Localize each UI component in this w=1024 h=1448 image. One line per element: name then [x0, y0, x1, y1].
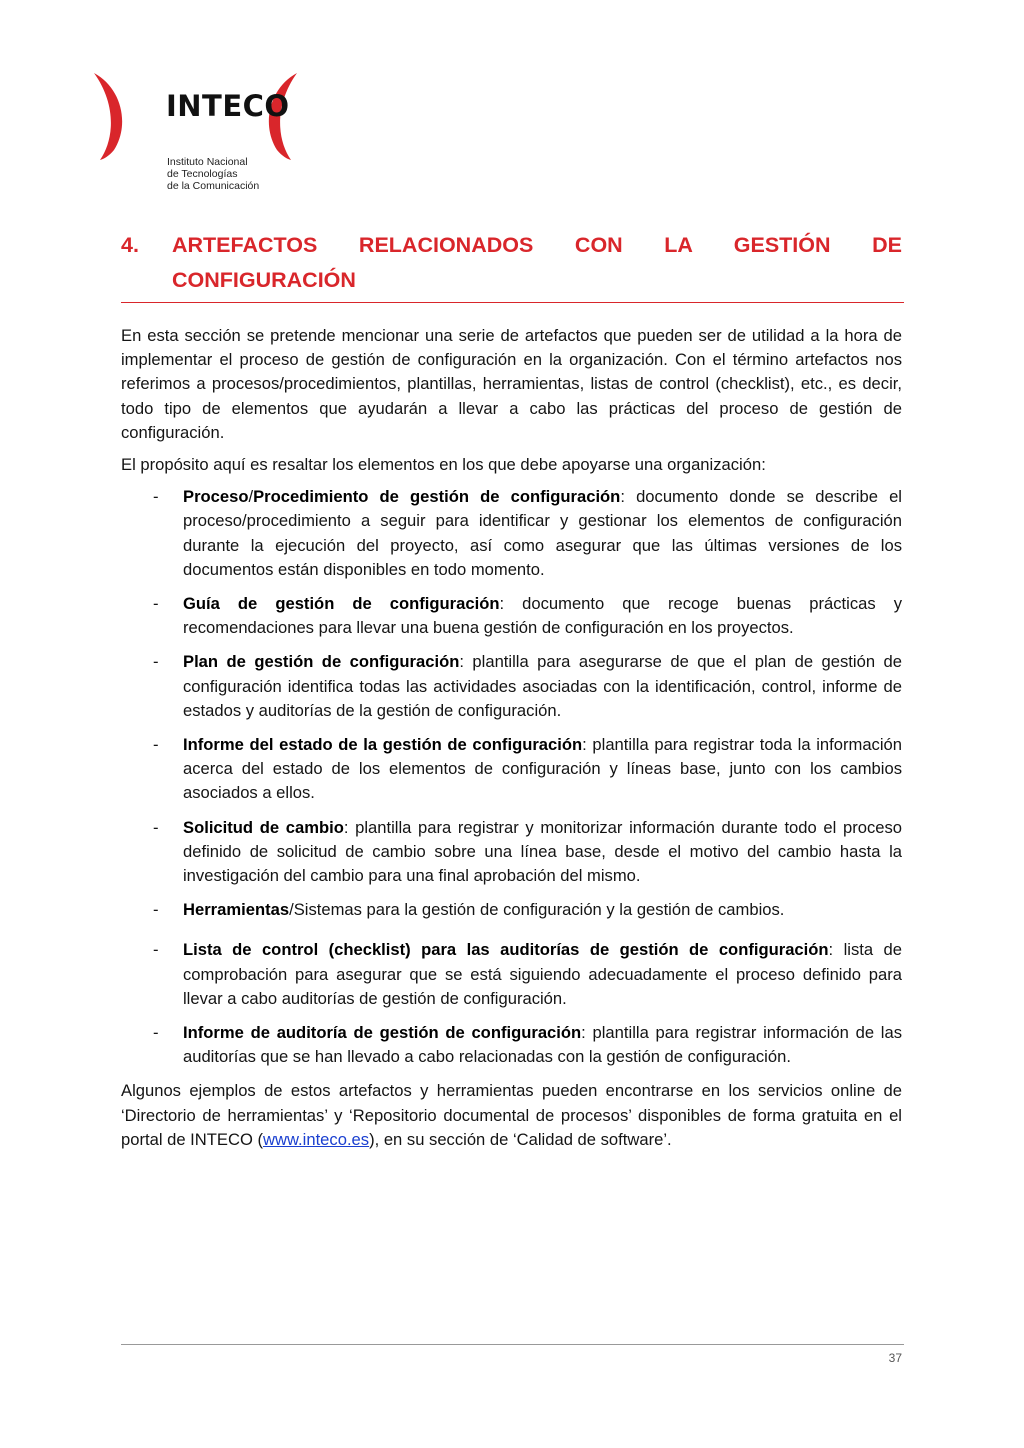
- closing-text: Algunos ejemplos de estos artefactos y herramientas pueden encontrarse en los servicios online de ‘Directorio de herramientas’ y ‘Repositorio documental de procesos’ disponibles de forma gratuita en el portal de INTECO (: [121, 1081, 902, 1149]
- intro-paragraph: En esta sección se pretende mencionar una serie de artefactos que pueden ser de utilidad a la hora de implementar el proceso de gestión de configuración en la organización. Con el término artefactos nos referimos a procesos/procedimientos, plantillas, herramientas, listas de control (checklist), etc., es decir, todo tipo de elementos que ayudarán a llevar a cabo las prácticas del proceso de gestión de configuración.: [121, 326, 902, 442]
- item-separator: /: [248, 487, 254, 507]
- bullet-dash: -: [153, 735, 159, 755]
- item-description: : lista de comprobación para asegurar que se está siguiendo adecuadamente el proceso definido para llevar a cabo auditorías de gestión de configuración.: [183, 940, 902, 1008]
- item-term: Informe del estado de la gestión de configuración: [183, 735, 583, 755]
- item-term: Solicitud de cambio: [183, 817, 344, 837]
- item-term: Procedimiento de gestión de configuración: [253, 487, 621, 507]
- bullet-dash: -: [153, 817, 159, 837]
- closing-text: ), en su sección de ‘Calidad de software’.: [369, 1129, 672, 1149]
- list-item: [121, 938, 902, 1011]
- closing-paragraph: [121, 1079, 902, 1152]
- inteco-logo: [92, 70, 312, 200]
- item-description: : documento donde se describe el proceso/procedimiento a seguir para identificar y gestionar los elementos de configuración durante la ejecución del proyecto, así como asegurar que las últimas versiones de los documentos están disponibles en todo momento.: [183, 487, 902, 579]
- artefact-list: [121, 485, 902, 1069]
- logo-tagline: [167, 156, 259, 192]
- list-item: [121, 733, 902, 806]
- footer-divider: [121, 1344, 904, 1345]
- bullet-dash: -: [153, 487, 159, 507]
- item-term: Lista de control (checklist) para las auditorías de gestión de configuración: [183, 940, 829, 960]
- logo-wordmark: INTECO: [166, 89, 290, 123]
- list-item: [121, 485, 902, 582]
- section-title-line2: CONFIGURACIÓN: [172, 268, 356, 292]
- bullet-dash: -: [153, 652, 159, 672]
- section-heading: [121, 228, 902, 298]
- item-description: : plantilla para asegurarse de que el plan de gestión de configuración identifica todas las actividades asociadas con la identificación, control, informe de estados y auditorías de la gestión de configuración.: [183, 652, 902, 720]
- item-description: /Sistemas para la gestión de configuración y la gestión de cambios.: [289, 900, 785, 920]
- list-item: [121, 1021, 902, 1069]
- section-number: 4.: [121, 233, 139, 257]
- item-term: Plan de gestión de configuración: [183, 652, 460, 672]
- section-title-line1: ARTEFACTOS RELACIONADOS CON LA GESTIÓN DE: [172, 233, 902, 257]
- page-number: 37: [888, 1351, 902, 1365]
- item-description: : plantilla para registrar información de las auditorías que se han llevado a cabo relacionadas con la gestión de configuración.: [183, 1023, 902, 1067]
- item-term: Proceso: [183, 487, 249, 507]
- list-item: [121, 898, 902, 922]
- item-description: : plantilla para registrar y monitorizar información durante todo el proceso definido de solicitud de cambio sobre una línea base, desde el motivo del cambio hasta la investigación del cambio para una final aprobación del mismo.: [183, 817, 903, 886]
- bullet-dash: -: [153, 900, 159, 920]
- item-term: Herramientas: [183, 900, 290, 920]
- tagline-line: de la Comunicación: [167, 180, 260, 192]
- list-item: [121, 650, 902, 723]
- body-content: [121, 324, 902, 1160]
- item-description: : documento que recoge buenas prácticas y recomendaciones para llevar una buena gestión de configuración en los proyectos.: [183, 594, 902, 638]
- intro-paragraph: El propósito aquí es resaltar los elementos en los que debe apoyarse una organización:: [121, 455, 766, 475]
- tagline-line: de Tecnologías: [167, 168, 238, 180]
- list-item: [121, 816, 902, 889]
- inteco-link[interactable]: www.inteco.es: [263, 1129, 370, 1149]
- bullet-dash: -: [153, 594, 159, 614]
- item-description: : plantilla para registrar toda la información acerca del estado de los elementos de configuración y líneas base, junto con los cambios asociados a ellos.: [183, 735, 902, 803]
- bullet-dash: -: [153, 1023, 159, 1043]
- tagline-line: Instituto Nacional: [167, 156, 248, 168]
- list-item: [121, 592, 902, 640]
- heading-divider: [121, 302, 904, 303]
- bullet-dash: -: [153, 940, 159, 960]
- item-term: Guía de gestión de configuración: [183, 594, 500, 614]
- item-term: Informe de auditoría de gestión de configuración: [183, 1023, 582, 1043]
